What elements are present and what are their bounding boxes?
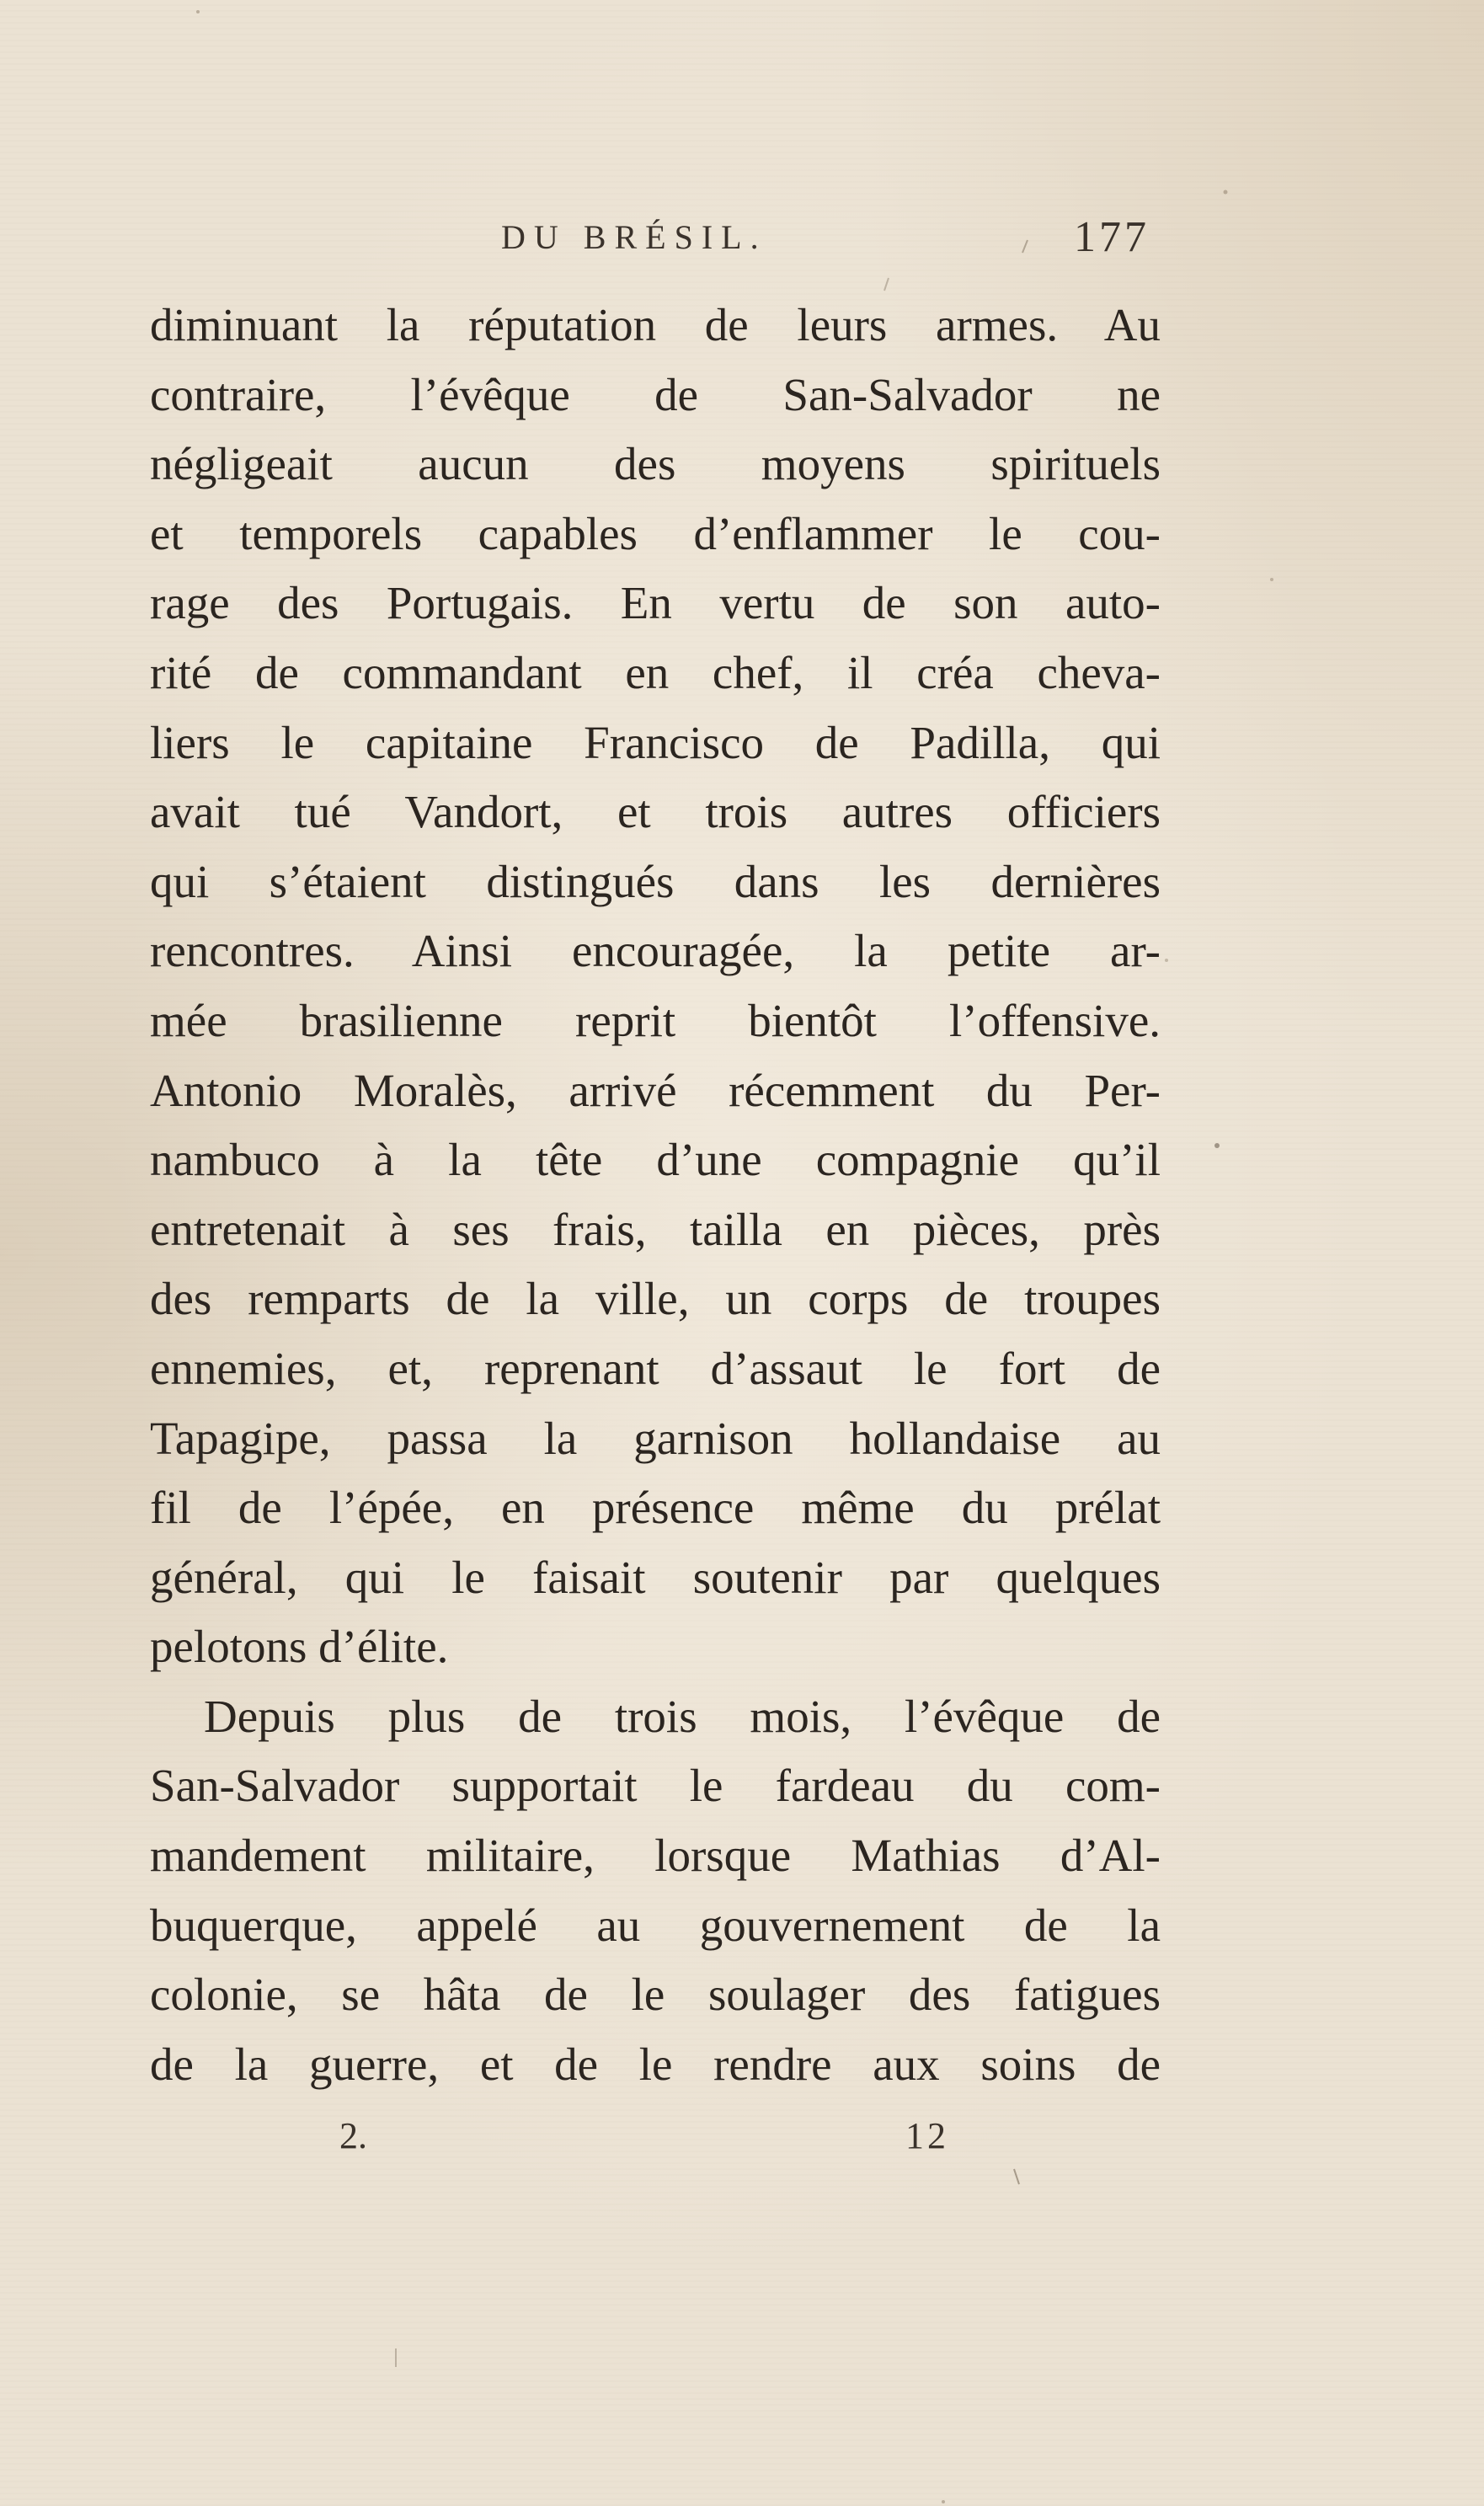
- text-line: qui s’étaient distingués dans les dernières: [150, 855, 1161, 907]
- text-line: entretenait à ses frais, tailla en pièces, près: [150, 1203, 1161, 1255]
- text-line: fil de l’épée, en présence même du prélat: [150, 1482, 1161, 1534]
- text-line: Antonio Moralès, arrivé récemment du Per-: [150, 1064, 1161, 1116]
- text-line: Depuis plus de trois mois, l’évêque de: [204, 1690, 1161, 1742]
- text-line: colonie, se hâta de le soulager des fatigues: [150, 1969, 1161, 2021]
- text-line: rage des Portugais. En vertu de son auto-: [150, 577, 1161, 629]
- page-number: 177: [1074, 213, 1150, 261]
- text-line: liers le capitaine Francisco de Padilla, qui: [150, 716, 1161, 768]
- text-line: et temporels capables d’enflammer le cou-: [150, 507, 1161, 559]
- text-line: rencontres. Ainsi encouragée, la petite ar-: [150, 925, 1161, 977]
- text-line: diminuant la réputation de leurs armes. Au: [150, 299, 1161, 350]
- page-footer: [0, 2114, 1484, 2165]
- text-line: contraire, l’évêque de San-Salvador ne: [150, 368, 1161, 420]
- text-line: avait tué Vandort, et trois autres officiers: [150, 786, 1161, 838]
- text-line: négligeait aucun des moyens spirituels: [150, 438, 1161, 490]
- text-line: ennemies, et, reprenant d’assaut le fort de: [150, 1342, 1161, 1394]
- text-line: général, qui le faisait soutenir par quelques: [150, 1551, 1161, 1603]
- text-line: des remparts de la ville, un corps de troupes: [150, 1273, 1161, 1325]
- running-head: [0, 213, 1484, 268]
- paragraph-2: [150, 1682, 1161, 2100]
- text-line: San-Salvador supportait le fardeau du com-: [150, 1760, 1161, 1812]
- text-line: pelotons d’élite.: [150, 1621, 449, 1673]
- text-line: mandement militaire, lorsque Mathias d’Al-: [150, 1830, 1161, 1882]
- text-line: Tapagipe, passa la garnison hollandaise au: [150, 1412, 1161, 1464]
- text-line: rité de commandant en chef, il créa cheva-: [150, 646, 1161, 698]
- running-title: DU BRÉSIL.: [501, 218, 767, 256]
- paragraph-1: [150, 291, 1161, 1682]
- body-text: [150, 291, 1161, 2099]
- text-line: de la guerre, et de le rendre aux soins de: [150, 2038, 1161, 2090]
- text-line: buquerque, appelé au gouvernement de la: [150, 1899, 1161, 1951]
- gathering-mark: 12: [905, 2115, 949, 2156]
- text-line: mée brasilienne reprit bientôt l’offensive.: [150, 994, 1161, 1046]
- volume-signature: 2.: [339, 2115, 367, 2156]
- text-line: nambuco à la tête d’une compagnie qu’il: [150, 1134, 1161, 1186]
